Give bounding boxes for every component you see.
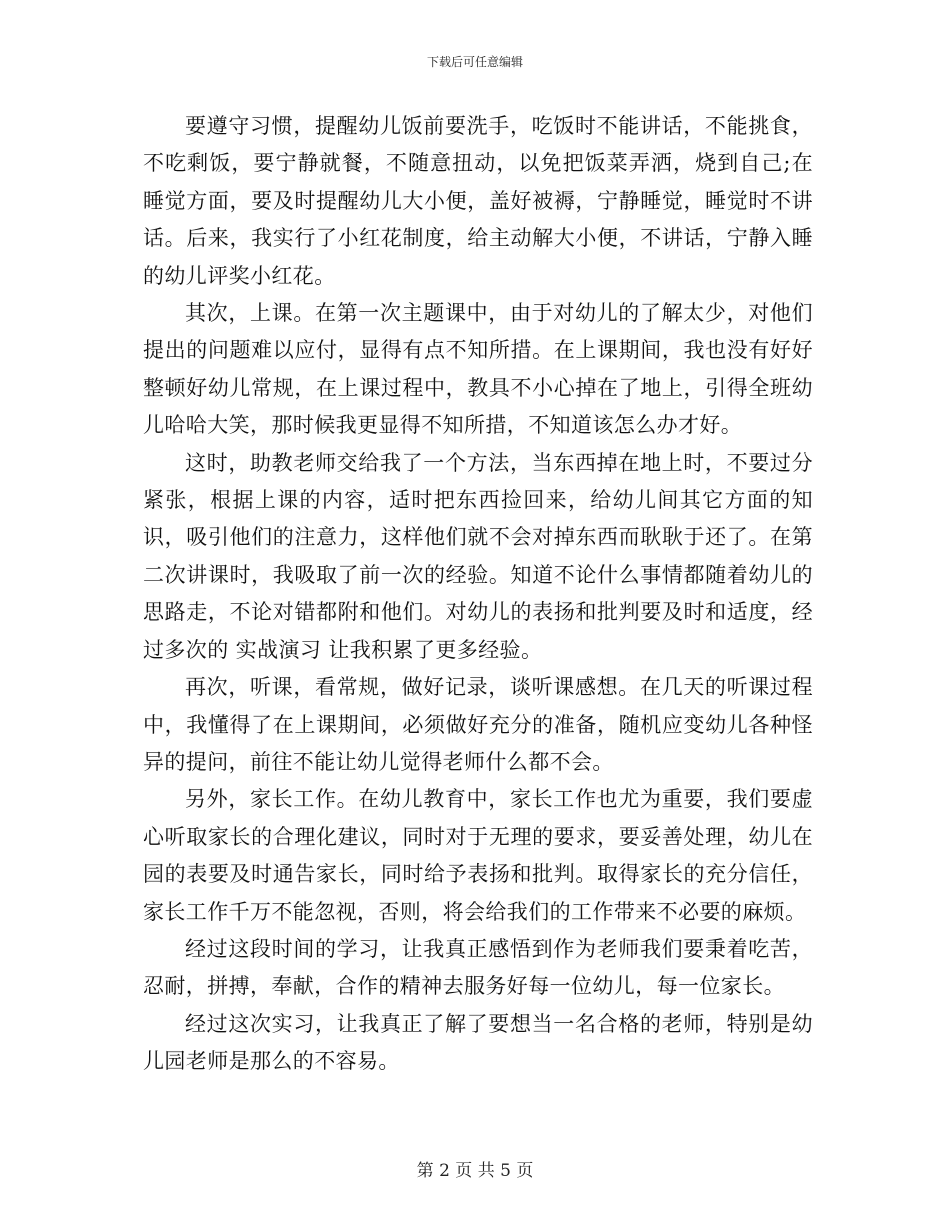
paragraph-3: 这时，助教老师交给我了一个方法，当东西掉在地上时，不要过分紧张，根据上课的内容，适时把东西捡回来，给幼儿间其它方面的知识，吸引他们的注意力，这样他们就不会对掉东西而耿耿于还了。在第二次讲课时，我吸取了前一次的经验。知道不论什么事情都随着幼儿的思路走，不论对错都附和他们。对幼儿的表扬和批判要及时和适度，经过多次的 实战演习 让我积累了更多经验。 <box>143 450 813 662</box>
document-body <box>143 108 813 1081</box>
page-header: 下载后可任意编辑 <box>426 55 523 69</box>
paragraph-7: 经过这次实习，让我真正了解了要想当一名合格的老师，特别是幼儿园老师是那么的不容易。 <box>143 1011 813 1074</box>
paragraph-6: 经过这段时间的学习，让我真正感悟到作为老师我们要秉着吃苦，忍耐，拼搏，奉献，合作的精神去服务好每一位幼儿，每一位家长。 <box>143 936 813 999</box>
paragraph-2: 其次，上课。在第一次主题课中，由于对幼儿的了解太少，对他们提出的问题难以应付，显得有点不知所措。在上课期间，我也没有好好整顿好幼儿常规，在上课过程中，教具不小心掉在了地上，引得全班幼儿哈哈大笑，那时候我更显得不知所措，不知道该怎么办才好。 <box>143 301 813 438</box>
page-footer: 第 2 页 共 5 页 <box>416 1161 534 1181</box>
paragraph-4: 再次，听课，看常规，做好记录，谈听课感想。在几天的听课过程中，我懂得了在上课期间，必须做好充分的准备，随机应变幼儿各种怪异的提问，前往不能让幼儿觉得老师什么都不会。 <box>143 675 813 774</box>
paragraph-1: 要遵守习惯，提醒幼儿饭前要洗手，吃饭时不能讲话，不能挑食，不吃剩饭，要宁静就餐，不随意扭动，以免把饭菜弄洒，烧到自己;在睡觉方面，要及时提醒幼儿大小便，盖好被褥，宁静睡觉，睡觉时不讲话。后来，我实行了小红花制度，给主动解大小便，不讲话，宁静入睡的幼儿评奖小红花。 <box>143 114 813 288</box>
paragraph-5: 另外，家长工作。在幼儿教育中，家长工作也尤为重要，我们要虚心听取家长的合理化建议，同时对于无理的要求，要妥善处理，幼儿在园的表要及时通告家长，同时给予表扬和批判。取得家长的充分信任，家长工作千万不能忽视，否则，将会给我们的工作带来不必要的麻烦。 <box>143 787 813 924</box>
